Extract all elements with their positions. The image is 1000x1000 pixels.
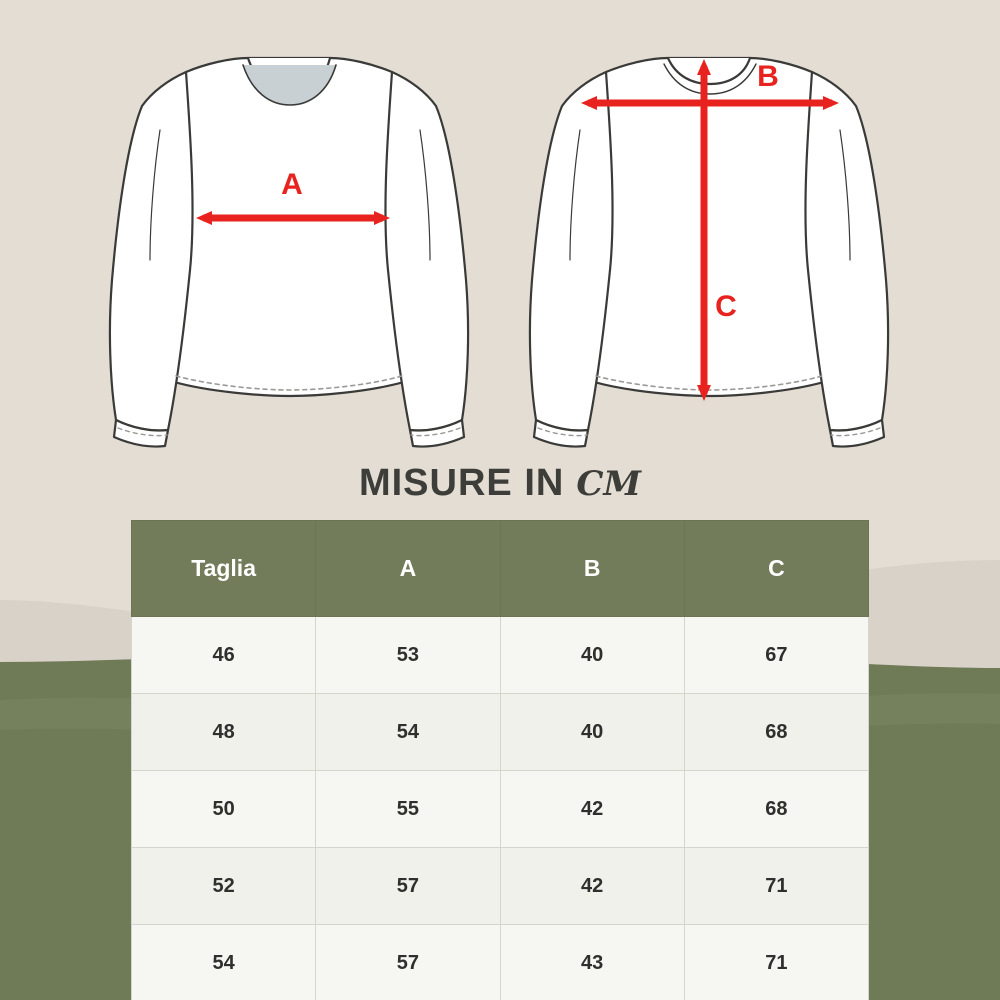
cell-a: 55 (316, 771, 500, 848)
cell-size: 48 (132, 694, 316, 771)
cell-a: 57 (316, 925, 500, 1000)
cell-a: 53 (316, 617, 500, 694)
measure-label-a: A (281, 168, 303, 201)
measure-label-c: C (715, 290, 737, 323)
garment-illustrations (0, 10, 1000, 460)
cell-c: 71 (684, 925, 868, 1000)
measure-label-b: B (757, 60, 779, 93)
chart-title (0, 462, 1000, 505)
table-row (132, 694, 869, 771)
table-header-taglia: Taglia (132, 521, 316, 617)
cell-c: 68 (684, 771, 868, 848)
cell-a: 57 (316, 848, 500, 925)
cell-a: 54 (316, 694, 500, 771)
cell-b: 40 (500, 617, 684, 694)
cell-size: 52 (132, 848, 316, 925)
cell-c: 67 (684, 617, 868, 694)
table-header-b: B (500, 521, 684, 617)
front-shirt (110, 58, 468, 447)
cell-b: 40 (500, 694, 684, 771)
cell-size: 50 (132, 771, 316, 848)
cell-b: 42 (500, 771, 684, 848)
table-header-row (132, 521, 869, 617)
cell-b: 43 (500, 925, 684, 1000)
size-table (131, 520, 869, 1000)
table-row (132, 771, 869, 848)
title-unit-text: CM (576, 463, 642, 504)
cell-c: 71 (684, 848, 868, 925)
cell-size: 46 (132, 617, 316, 694)
table-header-a: A (316, 521, 500, 617)
title-main-text: MISURE IN (358, 462, 565, 504)
cell-size: 54 (132, 925, 316, 1000)
cell-c: 68 (684, 694, 868, 771)
table-header-c: C (684, 521, 868, 617)
cell-b: 42 (500, 848, 684, 925)
table-row (132, 925, 869, 1000)
table-row (132, 617, 869, 694)
table-row (132, 848, 869, 925)
